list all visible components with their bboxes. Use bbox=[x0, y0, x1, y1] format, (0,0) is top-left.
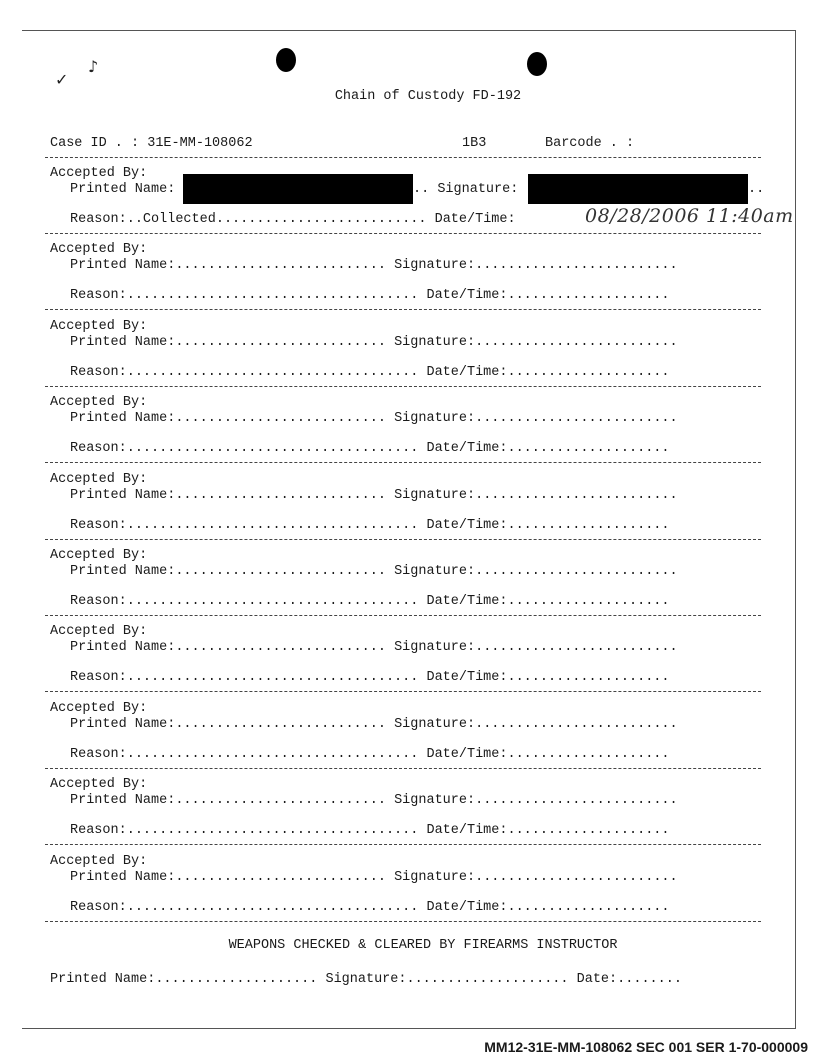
barcode-label: Barcode . : bbox=[545, 136, 635, 151]
datetime-label: Date/Time: bbox=[434, 212, 516, 227]
datetime-label: Date/Time: bbox=[426, 823, 508, 838]
reason-row: Reason:..Collected.......................... Date/Time: bbox=[70, 212, 516, 227]
case-id-row bbox=[50, 136, 253, 152]
printed-name-label: Printed Name: bbox=[70, 793, 176, 808]
stray-mark-scribble: ♪ bbox=[88, 57, 99, 76]
accepted-by-label: Accepted By: bbox=[50, 166, 148, 181]
reason-label: Reason: bbox=[70, 900, 127, 915]
separator bbox=[45, 386, 761, 387]
accepted-by-label: Accepted By: bbox=[50, 624, 148, 639]
reason-value: Collected bbox=[142, 212, 216, 227]
reason-label: Reason: bbox=[70, 670, 127, 685]
signature-label: Signature: bbox=[394, 335, 476, 350]
reason-label: Reason: bbox=[70, 288, 127, 303]
signature-label: Signature: bbox=[394, 793, 476, 808]
form-title: Chain of Custody FD-192 bbox=[334, 89, 522, 104]
reason-row: Reason:.................................... Date/Time:.................... bbox=[70, 365, 670, 380]
signature-label: Signature: bbox=[394, 488, 476, 503]
printed-name-row: Printed Name:.......................... Signature:......................... bbox=[70, 564, 678, 579]
separator bbox=[45, 691, 761, 692]
accepted-by-label: Accepted By: bbox=[50, 472, 148, 487]
page-bottom-edge bbox=[22, 1028, 796, 1029]
accepted-by-label: Accepted By: bbox=[50, 777, 148, 792]
reason-row: Reason:.................................... Date/Time:.................... bbox=[70, 441, 670, 456]
separator bbox=[45, 844, 761, 845]
printed-name-label: Printed Name: bbox=[70, 258, 176, 273]
separator bbox=[45, 615, 761, 616]
accepted-by-label: Accepted By: bbox=[50, 242, 148, 257]
datetime-label: Date/Time: bbox=[426, 747, 508, 762]
signature-label: Signature: bbox=[437, 182, 519, 197]
reason-row: Reason:.................................... Date/Time:.................... bbox=[70, 518, 670, 533]
signature-label: Signature: bbox=[394, 870, 476, 885]
reason-label: Reason: bbox=[70, 747, 127, 762]
redaction-block bbox=[183, 174, 413, 204]
printed-name-row: Printed Name:.......................... Signature:......................... bbox=[70, 793, 678, 808]
reason-label: Reason: bbox=[70, 212, 127, 227]
accepted-by-label: Accepted By: bbox=[50, 548, 148, 563]
separator bbox=[45, 157, 761, 158]
printed-name-trail: .. Signature: bbox=[413, 182, 519, 197]
printed-name-row: Printed Name:.......................... Signature:......................... bbox=[70, 640, 678, 655]
printed-name-label: Printed Name: bbox=[70, 335, 176, 350]
printed-name-label: Printed Name: bbox=[70, 411, 176, 426]
weapons-printed-name-label: Printed Name: bbox=[50, 972, 156, 987]
reason-row: Reason:.................................... Date/Time:.................... bbox=[70, 823, 670, 838]
separator bbox=[45, 462, 761, 463]
printed-name-row: Printed Name:.......................... Signature:......................... bbox=[70, 870, 678, 885]
separator bbox=[45, 921, 761, 922]
printed-name-label: Printed Name: bbox=[70, 870, 176, 885]
signature-label: Signature: bbox=[394, 640, 476, 655]
reason-label: Reason: bbox=[70, 823, 127, 838]
separator bbox=[45, 309, 761, 310]
reason-row: Reason:.................................... Date/Time:.................... bbox=[70, 288, 670, 303]
printed-name-label: Printed Name: bbox=[70, 488, 176, 503]
printed-name-label: Printed Name: bbox=[70, 717, 176, 732]
reason-row: Reason:.................................... Date/Time:.................... bbox=[70, 747, 670, 762]
printed-name-label: Printed Name: bbox=[70, 564, 176, 579]
datetime-label: Date/Time: bbox=[426, 518, 508, 533]
datetime-label: Date/Time: bbox=[426, 900, 508, 915]
separator bbox=[45, 539, 761, 540]
printed-name-row: Printed Name:.......................... Signature:......................... bbox=[70, 335, 678, 350]
datetime-label: Date/Time: bbox=[426, 365, 508, 380]
separator bbox=[45, 768, 761, 769]
item-number: 1B3 bbox=[462, 136, 487, 151]
weapons-row: Printed Name:.................... Signature:.................... Date:........ bbox=[50, 972, 682, 987]
signature-trail: .. bbox=[748, 182, 765, 197]
handwritten-datetime: 08/28/2006 11:40am bbox=[585, 205, 794, 227]
reason-label: Reason: bbox=[70, 441, 127, 456]
document-id: MM12-31E-MM-108062 SEC 001 SER 1-70-000009 bbox=[484, 1039, 808, 1055]
accepted-by-label: Accepted By: bbox=[50, 395, 148, 410]
redaction-block bbox=[528, 174, 748, 204]
accepted-by-label: Accepted By: bbox=[50, 854, 148, 869]
printed-name-row: Printed Name:.......................... Signature:......................... bbox=[70, 411, 678, 426]
accepted-by-label: Accepted By: bbox=[50, 319, 148, 334]
datetime-label: Date/Time: bbox=[426, 670, 508, 685]
datetime-label: Date/Time: bbox=[426, 594, 508, 609]
datetime-label: Date/Time: bbox=[426, 288, 508, 303]
datetime-label: Date/Time: bbox=[426, 441, 508, 456]
case-id-value: 31E-MM-108062 bbox=[147, 136, 253, 151]
punch-hole-right bbox=[527, 52, 547, 76]
signature-label: Signature: bbox=[394, 411, 476, 426]
signature-label: Signature: bbox=[394, 717, 476, 732]
accepted-by-label: Accepted By: bbox=[50, 701, 148, 716]
stray-mark-check: ✓ bbox=[55, 70, 69, 89]
signature-label: Signature: bbox=[394, 258, 476, 273]
printed-name-label: Printed Name: bbox=[70, 182, 176, 197]
reason-row: Reason:.................................... Date/Time:.................... bbox=[70, 670, 670, 685]
printed-name-row: Printed Name:.......................... Signature:......................... bbox=[70, 717, 678, 732]
weapons-signature-label: Signature: bbox=[325, 972, 407, 987]
reason-row: Reason:.................................... Date/Time:.................... bbox=[70, 594, 670, 609]
reason-label: Reason: bbox=[70, 594, 127, 609]
punch-hole-left bbox=[276, 48, 296, 72]
weapons-date-label: Date: bbox=[576, 972, 618, 987]
separator bbox=[45, 233, 761, 234]
reason-label: Reason: bbox=[70, 518, 127, 533]
case-id-label: Case ID . : bbox=[50, 136, 140, 151]
reason-label: Reason: bbox=[70, 365, 127, 380]
weapons-heading: WEAPONS CHECKED & CLEARED BY FIREARMS INSTRUCTOR bbox=[228, 938, 618, 953]
printed-name-row: Printed Name:.......................... Signature:......................... bbox=[70, 488, 678, 503]
reason-row: Reason:.................................... Date/Time:.................... bbox=[70, 900, 670, 915]
printed-name-label: Printed Name: bbox=[70, 640, 176, 655]
printed-name-row: Printed Name:.......................... Signature:......................... bbox=[70, 258, 678, 273]
signature-label: Signature: bbox=[394, 564, 476, 579]
